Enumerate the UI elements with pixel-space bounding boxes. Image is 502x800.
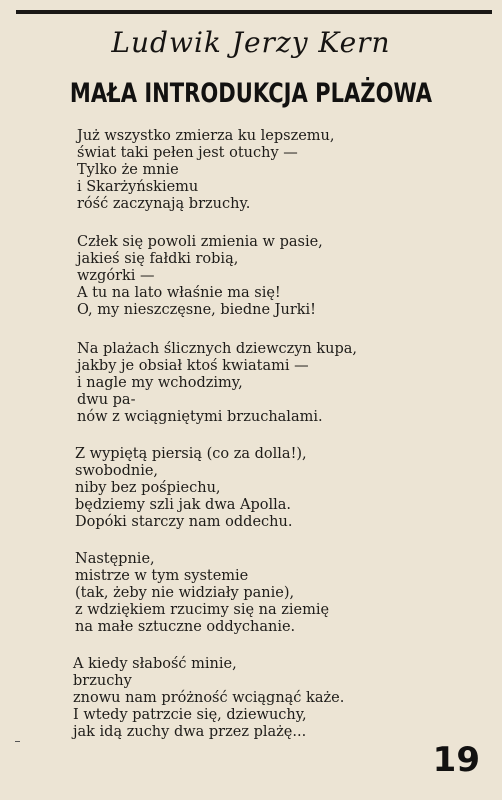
poem-line: będziemy szli jak dwa Apolla. (75, 497, 292, 513)
poem-line: Na plażach ślicznych dziewczyn kupa, (77, 341, 358, 357)
poem-line: Dopóki starczy nam oddechu. (75, 514, 293, 530)
poem-line: Z wypiętą piersią (co za dolla!), (75, 446, 307, 462)
poem-line: niby bez pośpiechu, (75, 480, 221, 496)
poem-line: A kiedy słabość minie, (73, 656, 237, 672)
author-name: Ludwik Jerzy Kern (111, 26, 391, 59)
poem-line: Już wszystko zmierza ku lepszemu, (77, 128, 335, 144)
poem-line: Człek się powoli zmienia w pasie, (77, 234, 323, 250)
poem-line: róść zaczynają brzuchy. (77, 196, 251, 212)
poem-title: MAŁA INTRODUKCJA PLAŻOWA (69, 78, 433, 109)
poem-line: mistrze w tym systemie (75, 568, 249, 584)
poem-line: A tu na lato właśnie ma się! (77, 285, 281, 301)
poem-line: I wtedy patrzcie się, dziewuchy, (73, 707, 307, 723)
poem-line: swobodnie, (75, 463, 159, 479)
poem-line: dwu pa- (77, 392, 136, 408)
poem-line: na małe sztuczne oddychanie. (75, 619, 296, 635)
poem-line: i Skarżyńskiemu (77, 179, 199, 195)
poem-line: znowu nam próżność wciągnąć każe. (73, 690, 345, 706)
poem-line: i nagle my wchodzimy, (77, 375, 243, 391)
poem-line: nów z wciągniętymi brzuchalami. (77, 409, 323, 425)
poem-line: wzgórki — (77, 268, 155, 284)
page-number: 19 (432, 740, 480, 780)
poem-line: O, my nieszczęsne, biedne Jurki! (77, 302, 317, 318)
poem-line: Następnie, (75, 551, 155, 567)
poem-line: brzuchy (73, 673, 132, 689)
poem-line: jakby je obsiał ktoś kwiatami — (77, 358, 309, 374)
margin-mark (15, 741, 20, 742)
poem-line: jak idą zuchy dwa przez plażę... (73, 724, 307, 740)
poem-line: Tylko że mnie (77, 162, 179, 178)
poem-line: (tak, żeby nie widziały panie), (75, 585, 295, 601)
poem-line: świat taki pełen jest otuchy — (77, 145, 298, 161)
poem-line: jakieś się fałdki robią, (77, 251, 239, 267)
poem-line: z wdziękiem rzucimy się na ziemię (75, 602, 330, 618)
